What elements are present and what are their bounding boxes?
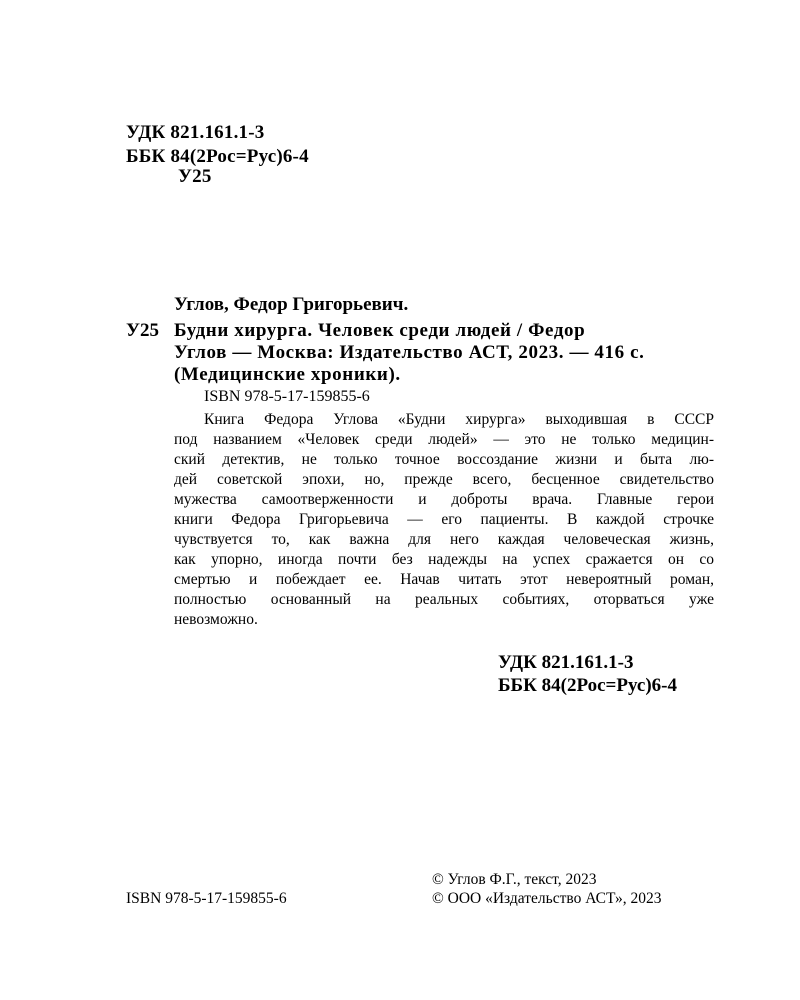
author-sign-top: У25 [178,166,212,187]
copyright-publisher: © ООО «Издательство АСТ», 2023 [432,890,662,907]
annotation-line: под названием «Человек среди людей» — это не только медицин- [174,431,714,448]
catalog-author: Углов, Федор Григорьевич. [174,294,409,315]
annotation-line: полностью основанный на реальных событиях, оторваться уже [174,591,714,608]
annotation-line: смертью и побеждает ее. Начав читать этот невероятный роман, [174,571,714,588]
catalog-isbn: ISBN 978-5-17-159855-6 [204,388,370,405]
udk-code-top: УДК 821.161.1-3 [126,122,265,143]
bbk-code-bottom: ББК 84(2Рос=Рус)6-4 [498,675,677,696]
copyright-text: © Углов Ф.Г., текст, 2023 [432,871,597,888]
catalog-title-line-1: Будни хирурга. Человек среди людей / Федор [174,320,586,341]
bbk-code-top: ББК 84(2Рос=Рус)6-4 [126,146,309,167]
annotation-line: мужества самоотверженности и доброты врача. Главные герои [174,491,714,508]
catalog-author-sign: У25 [126,320,159,341]
annotation-line: дей советской эпохи, но, прежде всего, бесценное свидетельство [174,471,714,488]
annotation-line: книги Федора Григорьевича — его пациенты. В каждой строчке [174,511,714,528]
annotation-line: невозможно. [174,611,258,628]
catalog-title-line-3: (Медицинские хроники). [174,364,401,385]
udk-code-bottom: УДК 821.161.1-3 [498,652,634,673]
annotation-line: ский детектив, не только точное воссоздание жизни и быта лю- [174,451,714,468]
annotation-line: как упорно, иногда почти без надежды на успех сражается он со [174,551,714,568]
footer-isbn: ISBN 978-5-17-159855-6 [126,890,287,907]
catalog-title-line-2: Углов — Москва: Издательство АСТ, 2023. — 416 с. [174,342,645,363]
annotation-paragraph [174,410,714,630]
annotation-line: чувствуется то, как важна для него каждая человеческая жизнь, [174,531,714,548]
annotation-line: Книга Федора Углова «Будни хирурга» выходившая в СССР [204,411,714,428]
